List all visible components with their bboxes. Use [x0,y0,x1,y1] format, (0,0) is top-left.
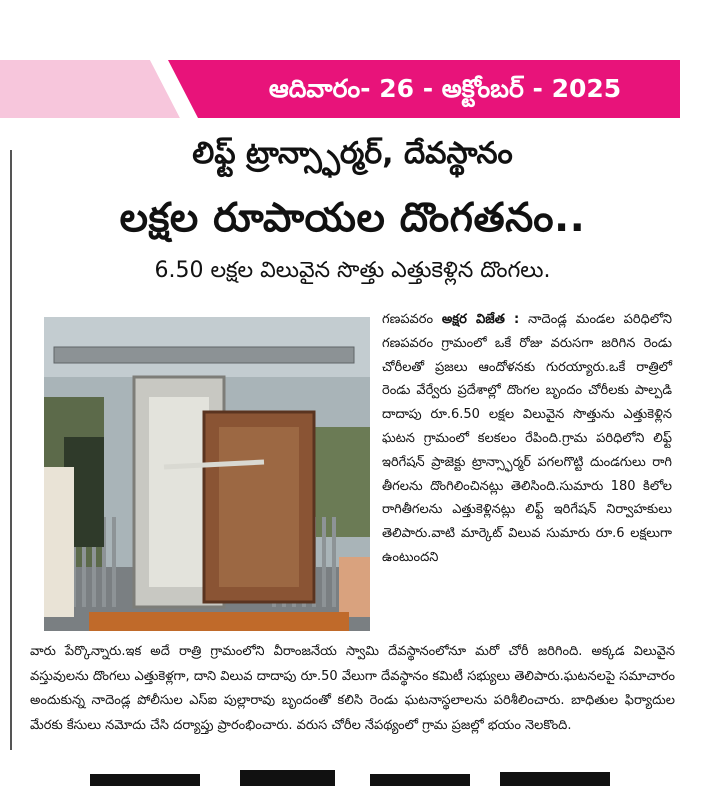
byline: అక్షర విజేత : [441,312,520,327]
article-body-column: నాదెండ్ల మండల పరిధిలోని గణపవరం గ్రామంలో ఒకే రోజు వరుసగా జరిగిన రెండు చోరీలతో ప్రజలు ఆందోళనకు గురయ్యారు.ఒకే రాత్రిలో రెండు వేర్వేరు ప్రదేశాల్లో దొంగల బృందం చోరీలకు పాల్పడి దాదాపు రూ.6.50 లక్షల విలువైన సొత్తును ఎత్తుకెళ్లిన ఘటన గ్రామంలో కలకలం రేపింది.గ్రామ పరిధిలోని లిఫ్ట్ ఇరిగేషన్ ప్రాజెక్టు ట్రాన్స్ఫార్మర్ పగలగొట్టి దుండగులు రాగి తీగలను దొంగిలించినట్లు తెలిసింది.సుమారు 180 కిలోల రాగితీగలను ఎత్తుకెళ్లినట్లు లిఫ్ట్ ఇరిగేషన్ నిర్వాహకులు తెలిపారు.వాటి మార్కెట్ విలువ సుమారు రూ.6 లక్షలుగా ఉంటుందని [382,312,672,565]
headline-line-2: లక్షల రూపాయల దొంగతనం.. [119,195,586,241]
date-banner [0,60,680,118]
edition-date: ఆదివారం- 26 - అక్టోంబర్ - 2025 [268,74,622,103]
transformer-photo [44,317,370,631]
subheadline: 6.50 లక్షల విలువైన సొత్తు ఎత్తుకెళ్లిన దొంగలు. [154,258,551,283]
dateline: గణపవరం [382,312,434,327]
headline-line-1: లిఫ్ట్ ట్రాన్స్ఫార్మర్, దేవస్థానం [192,136,513,171]
article-column-text [382,308,672,570]
next-headline-cutoff [0,758,705,788]
article-body-full: వారు పేర్కొన్నారు.ఇక అదే రాత్రి గ్రామంలోని వీరాంజనేయ స్వామి దేవస్థానంలోనూ మరో చోరీ జరిగింది. అక్కడ విలువైన వస్తువులను దొంగలు ఎత్తుకెళ్లగా, దాని విలువ దాదాపు రూ.50 వేలుగా దేవస్థానం కమిటీ సభ్యులు తెలిపారు.ఘటనలపై సమాచారం అందుకున్న నాదెండ్ల పోలీసుల ఎస్ఐ పుల్లారావు బృందంతో కలిసి రెండు ఘటనాస్థలాలను పరిశీలించారు. బాధితుల ఫిర్యాదుల మేరకు కేసులు నమోదు చేసి దర్యాప్తు ప్రారంభించారు. వరుస చోరీల నేపథ్యంలో గ్రామ ప్రజల్లో భయం నెలకొంది. [30,644,675,733]
